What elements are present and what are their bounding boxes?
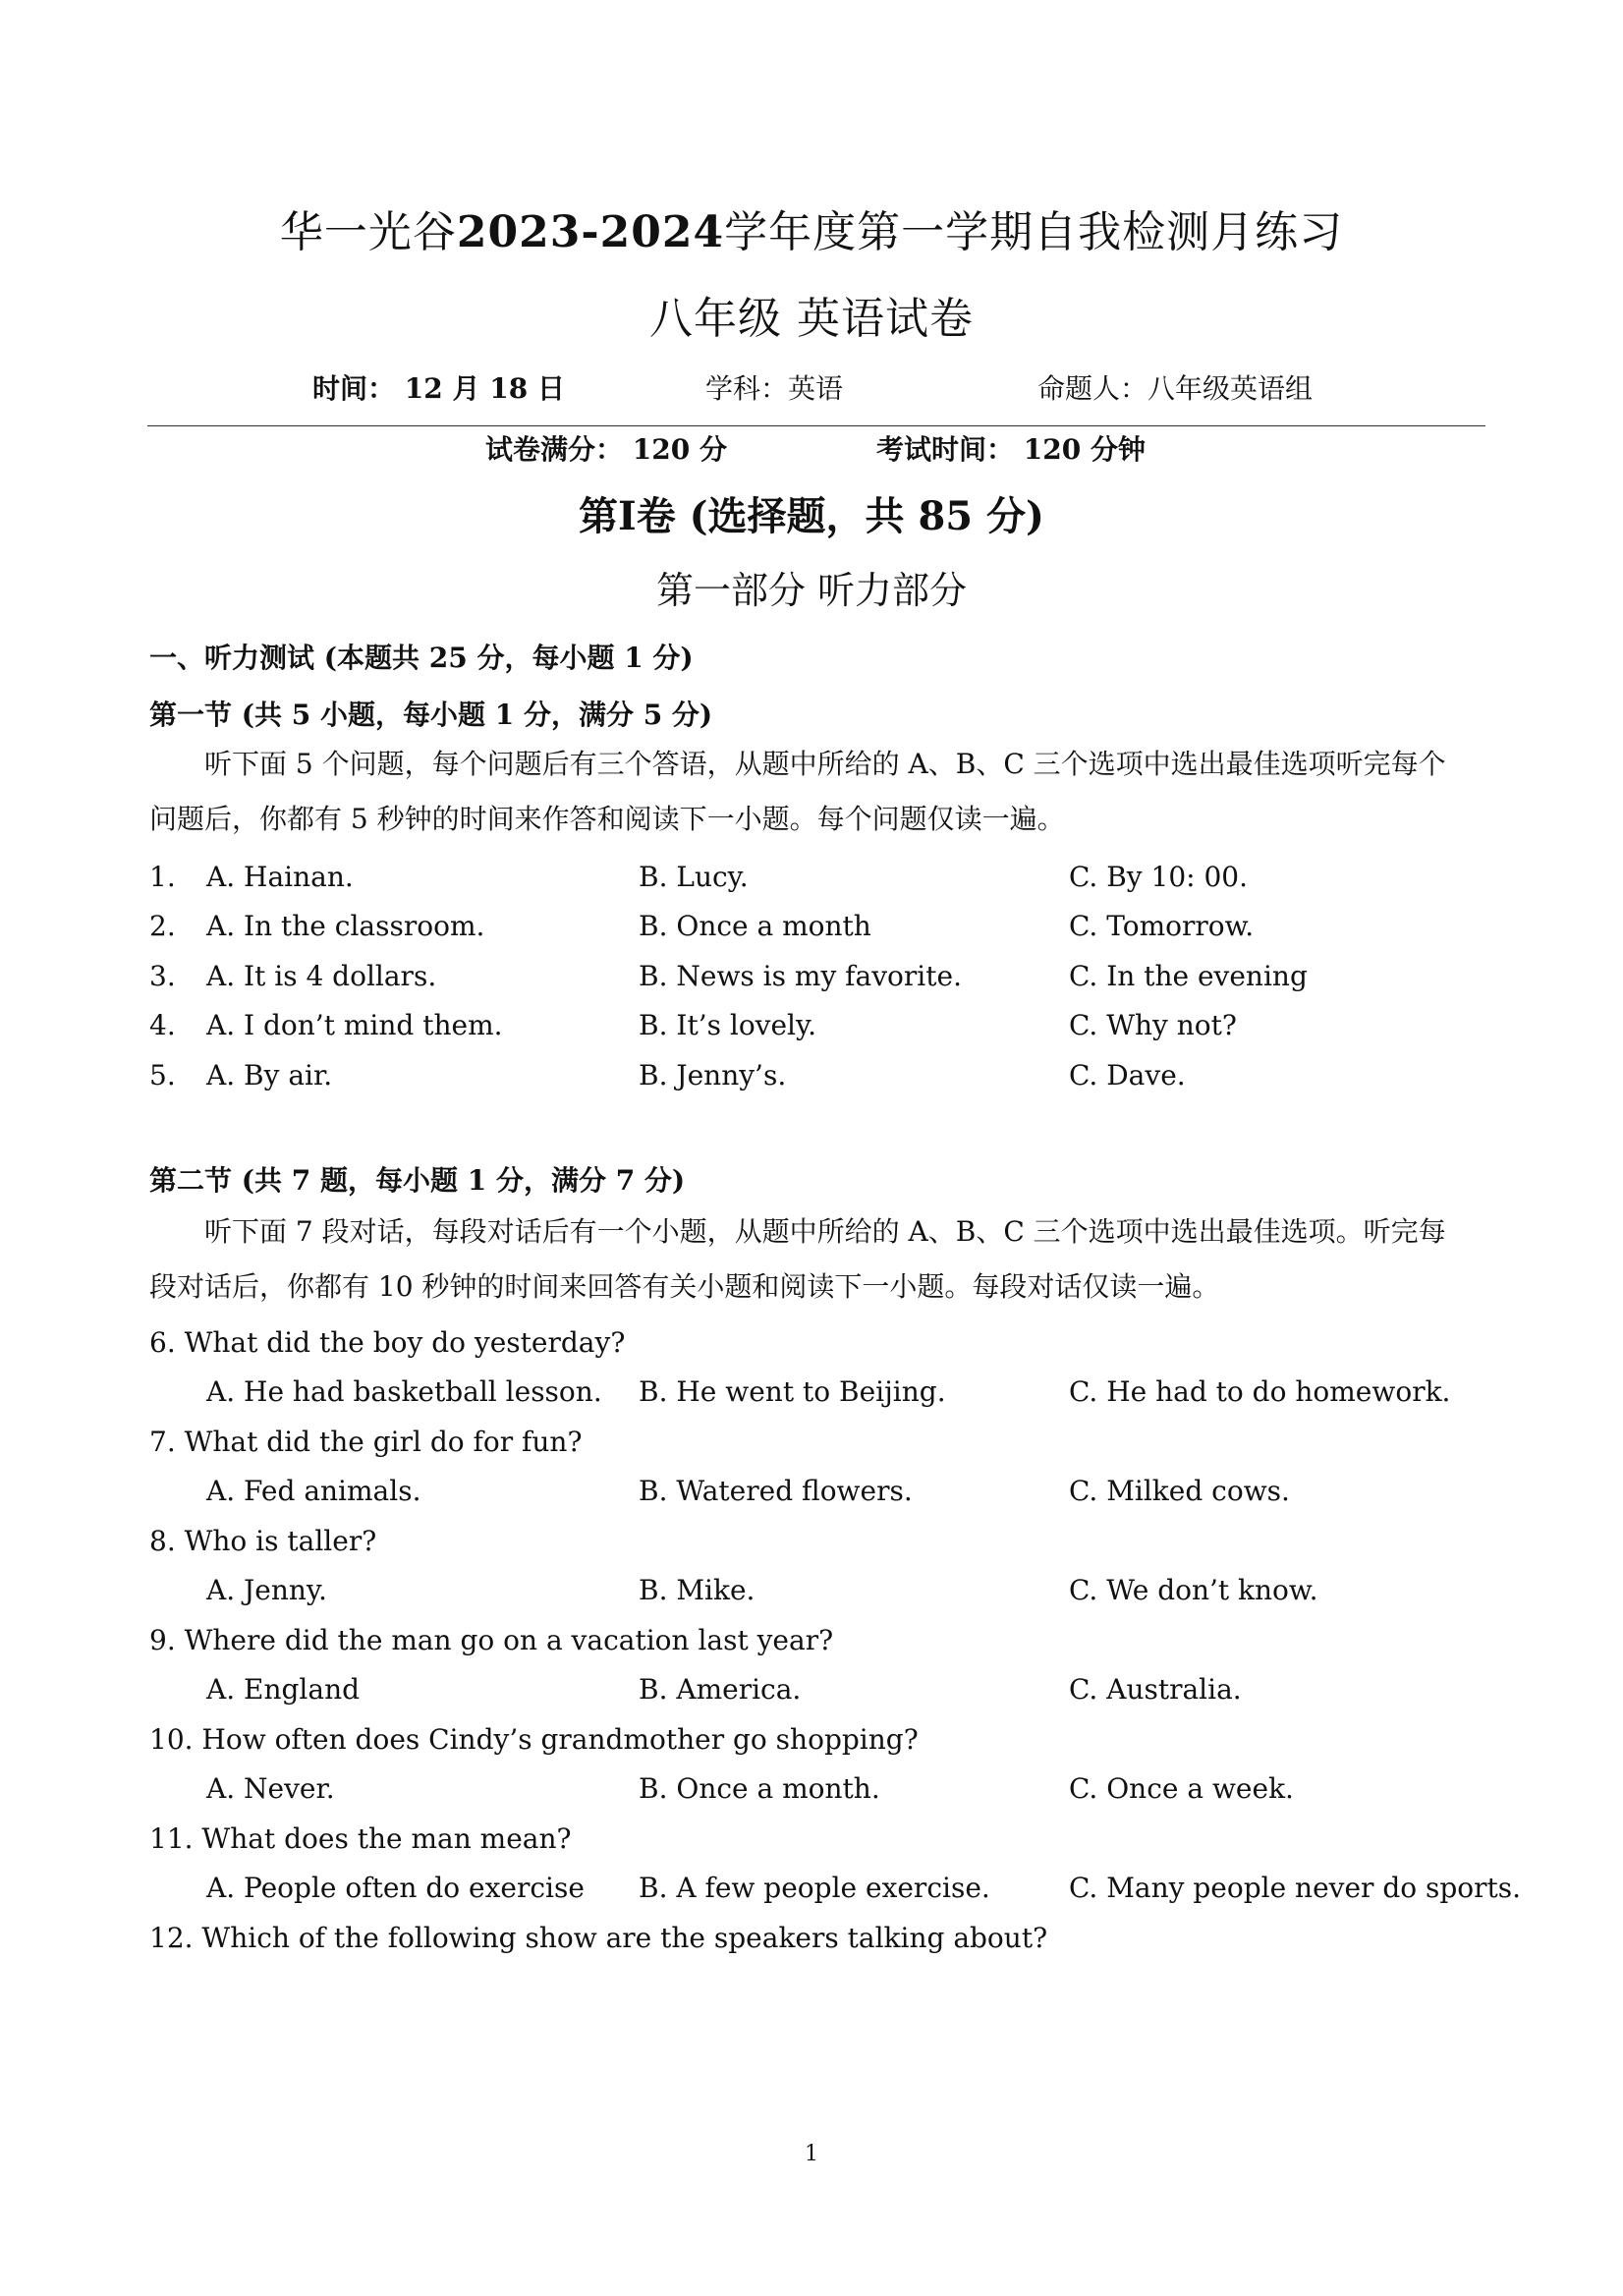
question-number: 3. bbox=[149, 960, 176, 992]
option-c: C. Once a week. bbox=[1069, 1772, 1294, 1805]
option-b: B. News is my favorite. bbox=[639, 960, 962, 992]
question-text: 12. Which of the following show are the speakers talking about? bbox=[149, 1922, 1048, 1954]
option-c: C. Tomorrow. bbox=[1069, 910, 1255, 942]
instruction-line: 听下面 5 个问题，每个问题后有三个答语，从题中所给的 A、B、C 三个选项中选出最佳选项听完每个 bbox=[204, 748, 1446, 780]
option-c: C. In the evening bbox=[1069, 960, 1308, 992]
option-c: C. We don’t know. bbox=[1069, 1574, 1318, 1606]
option-b: B. A few people exercise. bbox=[639, 1872, 990, 1904]
question-text: 8. Who is taller? bbox=[149, 1525, 377, 1557]
instruction-line: 听下面 7 段对话，每段对话后有一个小题，从题中所给的 A、B、C 三个选项中选出最佳选项。听完每 bbox=[204, 1215, 1446, 1248]
option-c: C. Milked cows. bbox=[1069, 1475, 1290, 1507]
time-label: 时间： bbox=[312, 372, 396, 405]
exam-duration: 考试时间： 120 分钟 bbox=[876, 433, 1146, 466]
question-text: 7. What did the girl do for fun? bbox=[149, 1426, 583, 1458]
option-c: C. By 10: 00. bbox=[1069, 861, 1249, 893]
option-b: B. Mike. bbox=[639, 1574, 756, 1606]
option-a: A. Never. bbox=[206, 1772, 335, 1805]
instruction-line: 段对话后，你都有 10 秒钟的时间来回答有关小题和阅读下一小题。每段对话仅读一遍。 bbox=[149, 1270, 1220, 1303]
option-a: A. England bbox=[206, 1673, 361, 1706]
option-b: B. Once a month. bbox=[639, 1772, 880, 1805]
section2-instructions bbox=[149, 1204, 1485, 1315]
question-number: 5. bbox=[149, 1059, 176, 1092]
option-b: B. Jenny’s. bbox=[639, 1059, 787, 1092]
option-a: A. In the classroom. bbox=[206, 910, 485, 942]
option-c: C. He had to do homework. bbox=[1069, 1375, 1451, 1408]
full-score: 试卷满分： 120 分 bbox=[485, 433, 727, 466]
header-divider bbox=[147, 425, 1485, 426]
option-b: B. Lucy. bbox=[639, 861, 749, 893]
page-number: 1 bbox=[805, 2142, 818, 2166]
question-text: 6. What did the boy do yesterday? bbox=[149, 1326, 626, 1359]
option-c: C. Many people never do sports. bbox=[1069, 1872, 1522, 1904]
question-number: 1. bbox=[149, 861, 176, 893]
option-b: B. America. bbox=[639, 1673, 802, 1706]
option-c: C. Australia. bbox=[1069, 1673, 1242, 1706]
option-a: A. He had basketball lesson. bbox=[206, 1375, 602, 1408]
option-a: A. I don’t mind them. bbox=[206, 1009, 503, 1041]
option-c: C. Why not? bbox=[1069, 1009, 1237, 1041]
option-a: A. People often do exercise bbox=[206, 1872, 585, 1904]
instruction-line: 问题后，你都有 5 秒钟的时间来作答和阅读下一小题。每个问题仅读一遍。 bbox=[149, 803, 1065, 835]
option-a: A. Hainan. bbox=[206, 861, 354, 893]
option-b: B. It’s lovely. bbox=[639, 1009, 817, 1041]
title-prefix: 华一光谷 bbox=[279, 207, 457, 257]
section1-instructions bbox=[149, 737, 1485, 847]
option-b: B. Once a month bbox=[639, 910, 871, 942]
option-a: A. It is 4 dollars. bbox=[206, 960, 437, 992]
section1-subheading: 第一节 (共 5 小题，每小题 1 分，满分 5 分) bbox=[149, 699, 713, 731]
question-text: 9. Where did the man go on a vacation last year? bbox=[149, 1624, 834, 1656]
section1-heading: 一、听力测试 (本题共 25 分，每小题 1 分) bbox=[149, 642, 694, 674]
option-c: C. Dave. bbox=[1069, 1059, 1186, 1092]
exam-subject: 学科：英语 bbox=[705, 372, 844, 405]
exam-date bbox=[312, 367, 565, 407]
title-suffix: 学年度第一学期自我检测月练习 bbox=[724, 207, 1344, 257]
title-years: 2023-2024 bbox=[456, 207, 725, 257]
option-a: A. Fed animals. bbox=[206, 1475, 421, 1507]
option-b: B. He went to Beijing. bbox=[639, 1375, 946, 1408]
option-a: A. Jenny. bbox=[206, 1574, 327, 1606]
time-value: 12 月 18 日 bbox=[404, 372, 565, 405]
option-a: A. By air. bbox=[206, 1059, 333, 1092]
question-text: 11. What does the man mean? bbox=[149, 1822, 572, 1855]
option-b: B. Watered flowers. bbox=[639, 1475, 913, 1507]
exam-subtitle: 八年级 英语试卷 bbox=[649, 294, 974, 344]
question-number: 4. bbox=[149, 1009, 176, 1041]
exam-author: 命题人：八年级英语组 bbox=[1037, 372, 1314, 405]
question-text: 10. How often does Cindy’s grandmother go shopping? bbox=[149, 1723, 919, 1756]
section2-subheading: 第二节 (共 7 题，每小题 1 分，满分 7 分) bbox=[149, 1164, 686, 1197]
part-title: 第一部分 听力部分 bbox=[655, 569, 968, 612]
volume-title: 第Ⅰ卷 (选择题，共 85 分) bbox=[578, 493, 1044, 539]
exam-title bbox=[0, 196, 1623, 259]
question-number: 2. bbox=[149, 910, 176, 942]
